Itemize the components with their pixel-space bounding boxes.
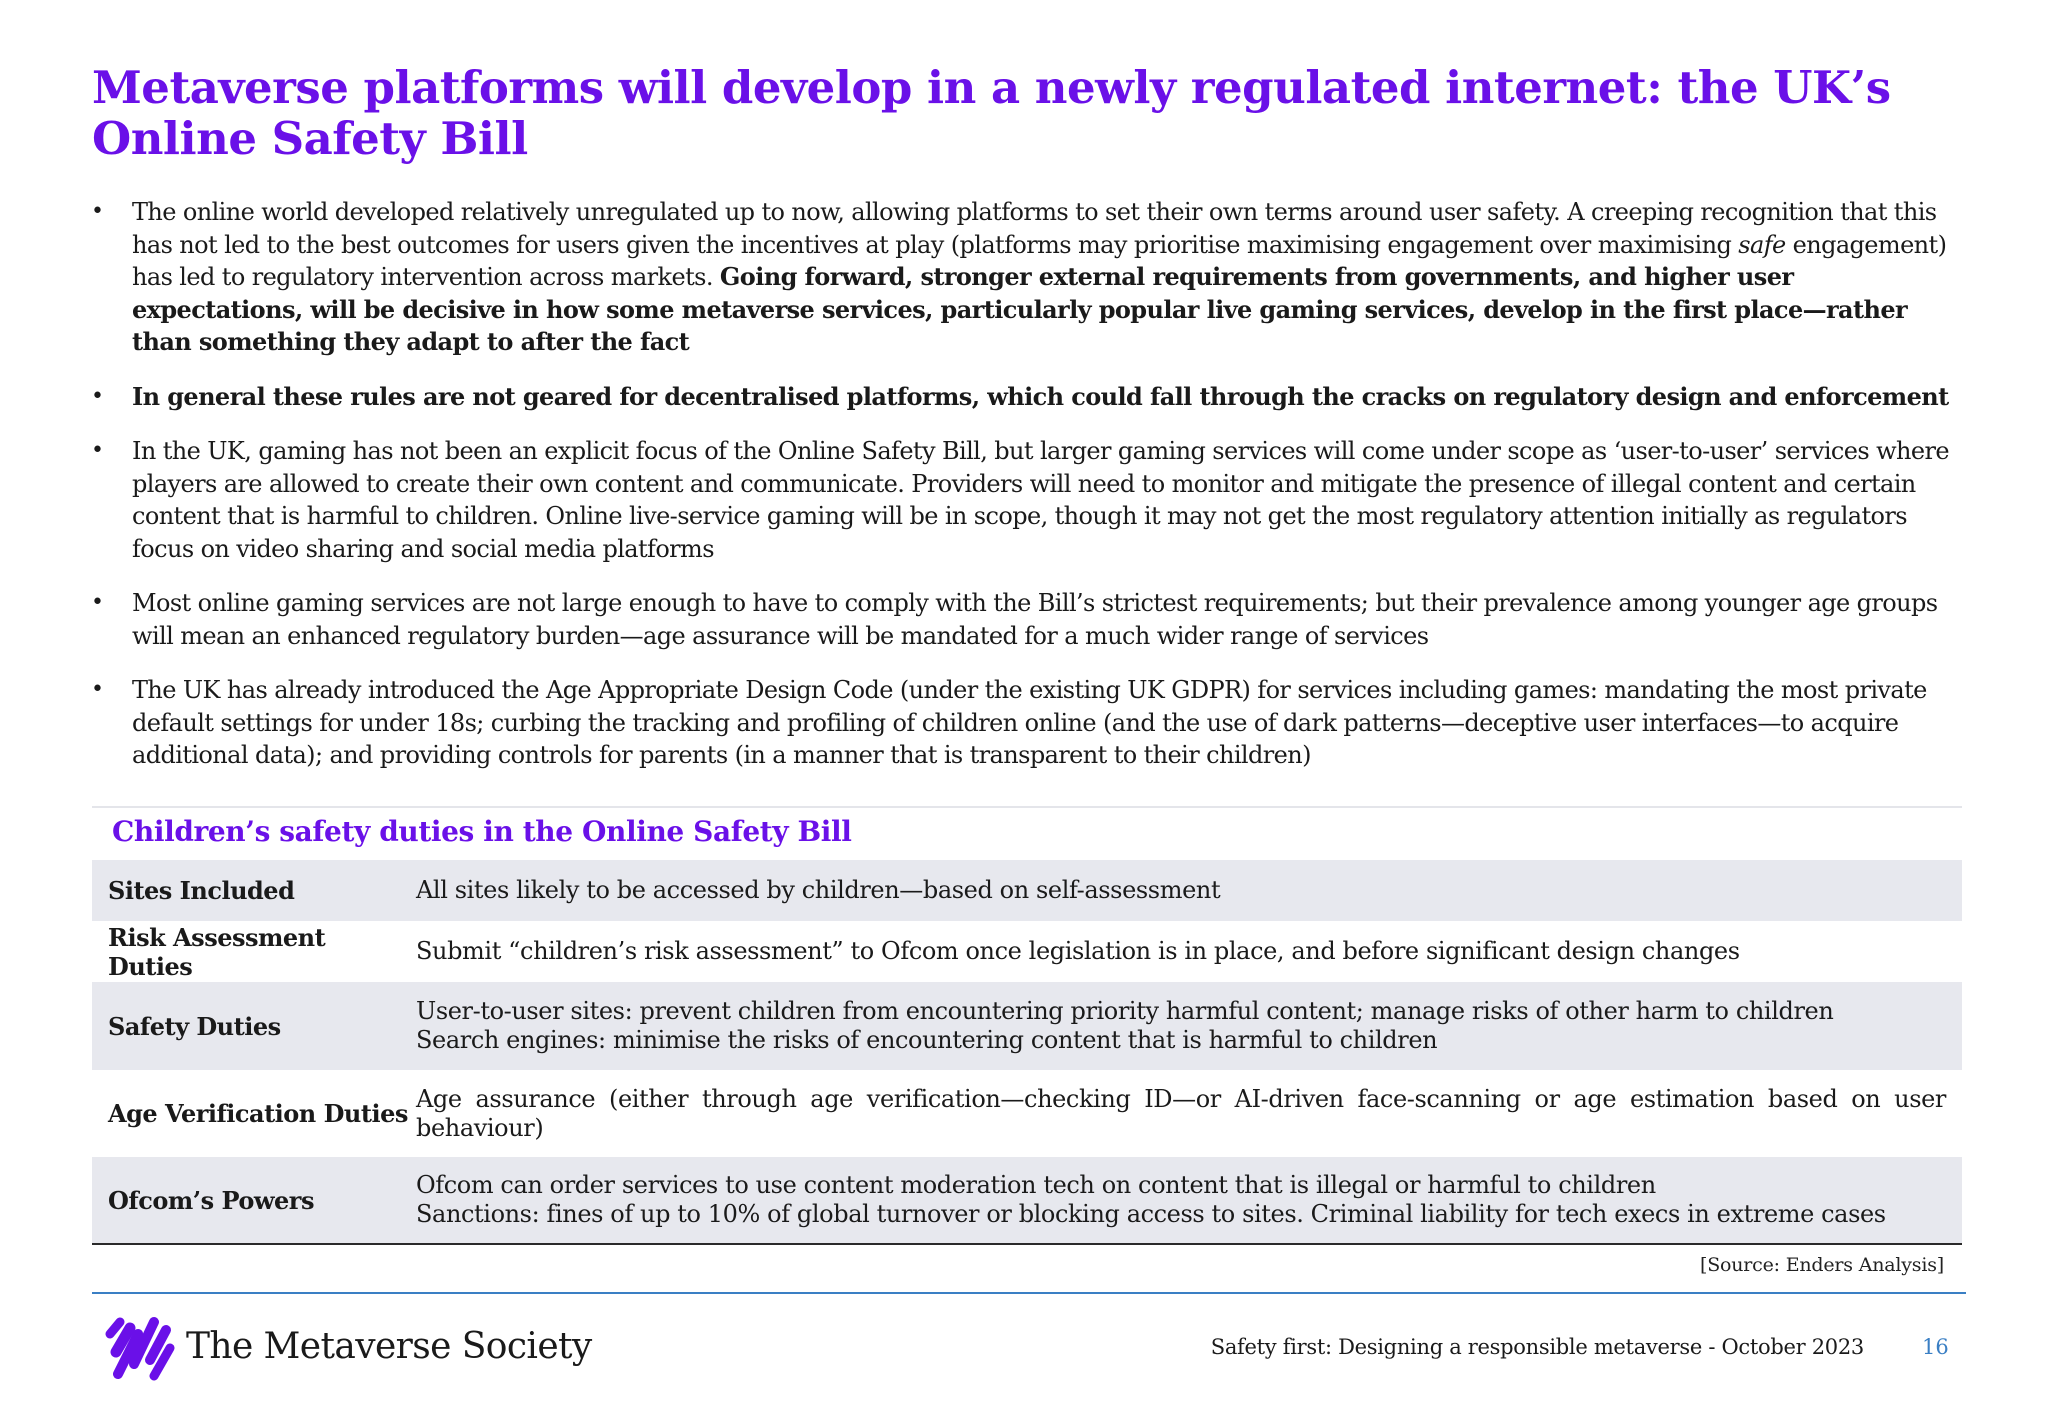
bullet-text-bold: Going forward, stronger external requirements from governments, and higher user expectations, will be decisive in how some metaverse services, particularly popular live gaming services, develop in the first place—rather than something they adapt to after the fact — [132, 262, 1908, 356]
row-description — [416, 876, 1962, 905]
metaverse-society-logo-icon — [104, 1312, 176, 1384]
duties-table — [92, 860, 1962, 1243]
row-label: Sites Included — [108, 876, 295, 905]
row-description-line: User-to-user sites: prevent children from encountering priority harmful content; manage risks of other harm to children — [416, 997, 1834, 1025]
table-row — [92, 1157, 1962, 1243]
row-description-line: Age assurance (either through age verification—checking ID—or AI-driven face-scanning or age estimation based on user behaviour) — [416, 1084, 1946, 1142]
bullet-item — [86, 435, 1966, 565]
bullet-text: Most online gaming services are not large enough to have to comply with the Bill’s strictest requirements; but their prevalence among younger age groups will mean an enhanced regulatory burden—age assurance will be mandated for a much wider range of services — [132, 589, 1938, 650]
bullet-item — [86, 587, 1966, 652]
table-row — [92, 982, 1962, 1070]
row-description-line: Search engines: minimise the risks of encountering content that is harmful to children — [416, 1026, 1438, 1054]
row-description — [416, 937, 1962, 966]
footer-divider — [92, 1292, 1966, 1294]
bullet-item — [86, 674, 1966, 772]
bullet-item — [86, 381, 1966, 414]
row-description — [416, 997, 1962, 1055]
row-description — [416, 1085, 1962, 1143]
row-label: Ofcom’s Powers — [108, 1185, 314, 1215]
row-label: Age Verification Duties — [108, 1099, 408, 1128]
row-description — [416, 1171, 1962, 1229]
bullet-list — [86, 196, 1966, 794]
table-row — [92, 921, 1962, 982]
bullet-text-bold: In general these rules are not geared for decentralised platforms, which could fall through the cracks on regulatory design and enforcement — [132, 381, 1949, 411]
bullet-text: In the UK, gaming has not been an explicit focus of the Online Safety Bill, but larger gaming services will come under scope as ‘user-to-user’ services where players are allowed to create their own content and communicate. Providers will need to monitor and mitigate the presence of illegal content and certain content that is harmful to children. Online live-service gaming will be in scope, though it may not get the most regulatory attention initially as regulators focus on video sharing and social media platforms — [132, 437, 1949, 563]
brand-name: The Metaverse Society — [186, 1326, 592, 1367]
row-description-line: Sanctions: fines of up to 10% of global turnover or blocking access to sites. Criminal liability for tech execs in extreme cases — [416, 1200, 1886, 1228]
table-row — [92, 860, 1962, 921]
row-description-line: Submit “children’s risk assessment” to Ofcom once legislation is in place, and before significant design changes — [416, 937, 1740, 965]
section-divider — [92, 806, 1962, 808]
document-title: Safety first: Designing a responsible metaverse - October 2023 — [1210, 1335, 1864, 1359]
table-bottom-rule — [92, 1243, 1962, 1245]
page-number: 16 — [1922, 1335, 1949, 1359]
row-description-line: All sites likely to be accessed by children—based on self-assessment — [416, 876, 1221, 904]
page-title: Metaverse platforms will develop in a newly regulated internet: the UK’s Online Safety Bill — [92, 61, 1891, 165]
table-title: Children’s safety duties in the Online Safety Bill — [112, 815, 852, 848]
bullet-text-italic: safe — [1738, 230, 1786, 259]
bullet-item — [86, 196, 1966, 359]
table-row — [92, 1070, 1962, 1157]
row-label: Risk Assessment Duties — [108, 922, 326, 981]
row-label: Safety Duties — [108, 1011, 281, 1041]
bullet-text: engagement) has led to regulatory intervention across markets. — [132, 230, 1947, 291]
row-description-line: Ofcom can order services to use content moderation tech on content that is illegal or harmful to children — [416, 1171, 1656, 1199]
bullet-text: The UK has already introduced the Age Appropriate Design Code (under the existing UK GDPR) for services including games: mandating the most private default settings for under 18s; curbing the tracking and profiling of children online (and the use of dark patterns—deceptive user interfaces—to acquire additional data); and providing controls for parents (in a manner that is transparent to their children) — [132, 676, 1927, 769]
bullet-text: The online world developed relatively unregulated up to now, allowing platforms to set their own terms around user safety. A creeping recognition that this has not led to the best outcomes for users given the incentives at play (platforms may prioritise maximising engagement over maximising — [132, 198, 1937, 259]
source-note: [Source: Enders Analysis] — [1700, 1254, 1944, 1276]
